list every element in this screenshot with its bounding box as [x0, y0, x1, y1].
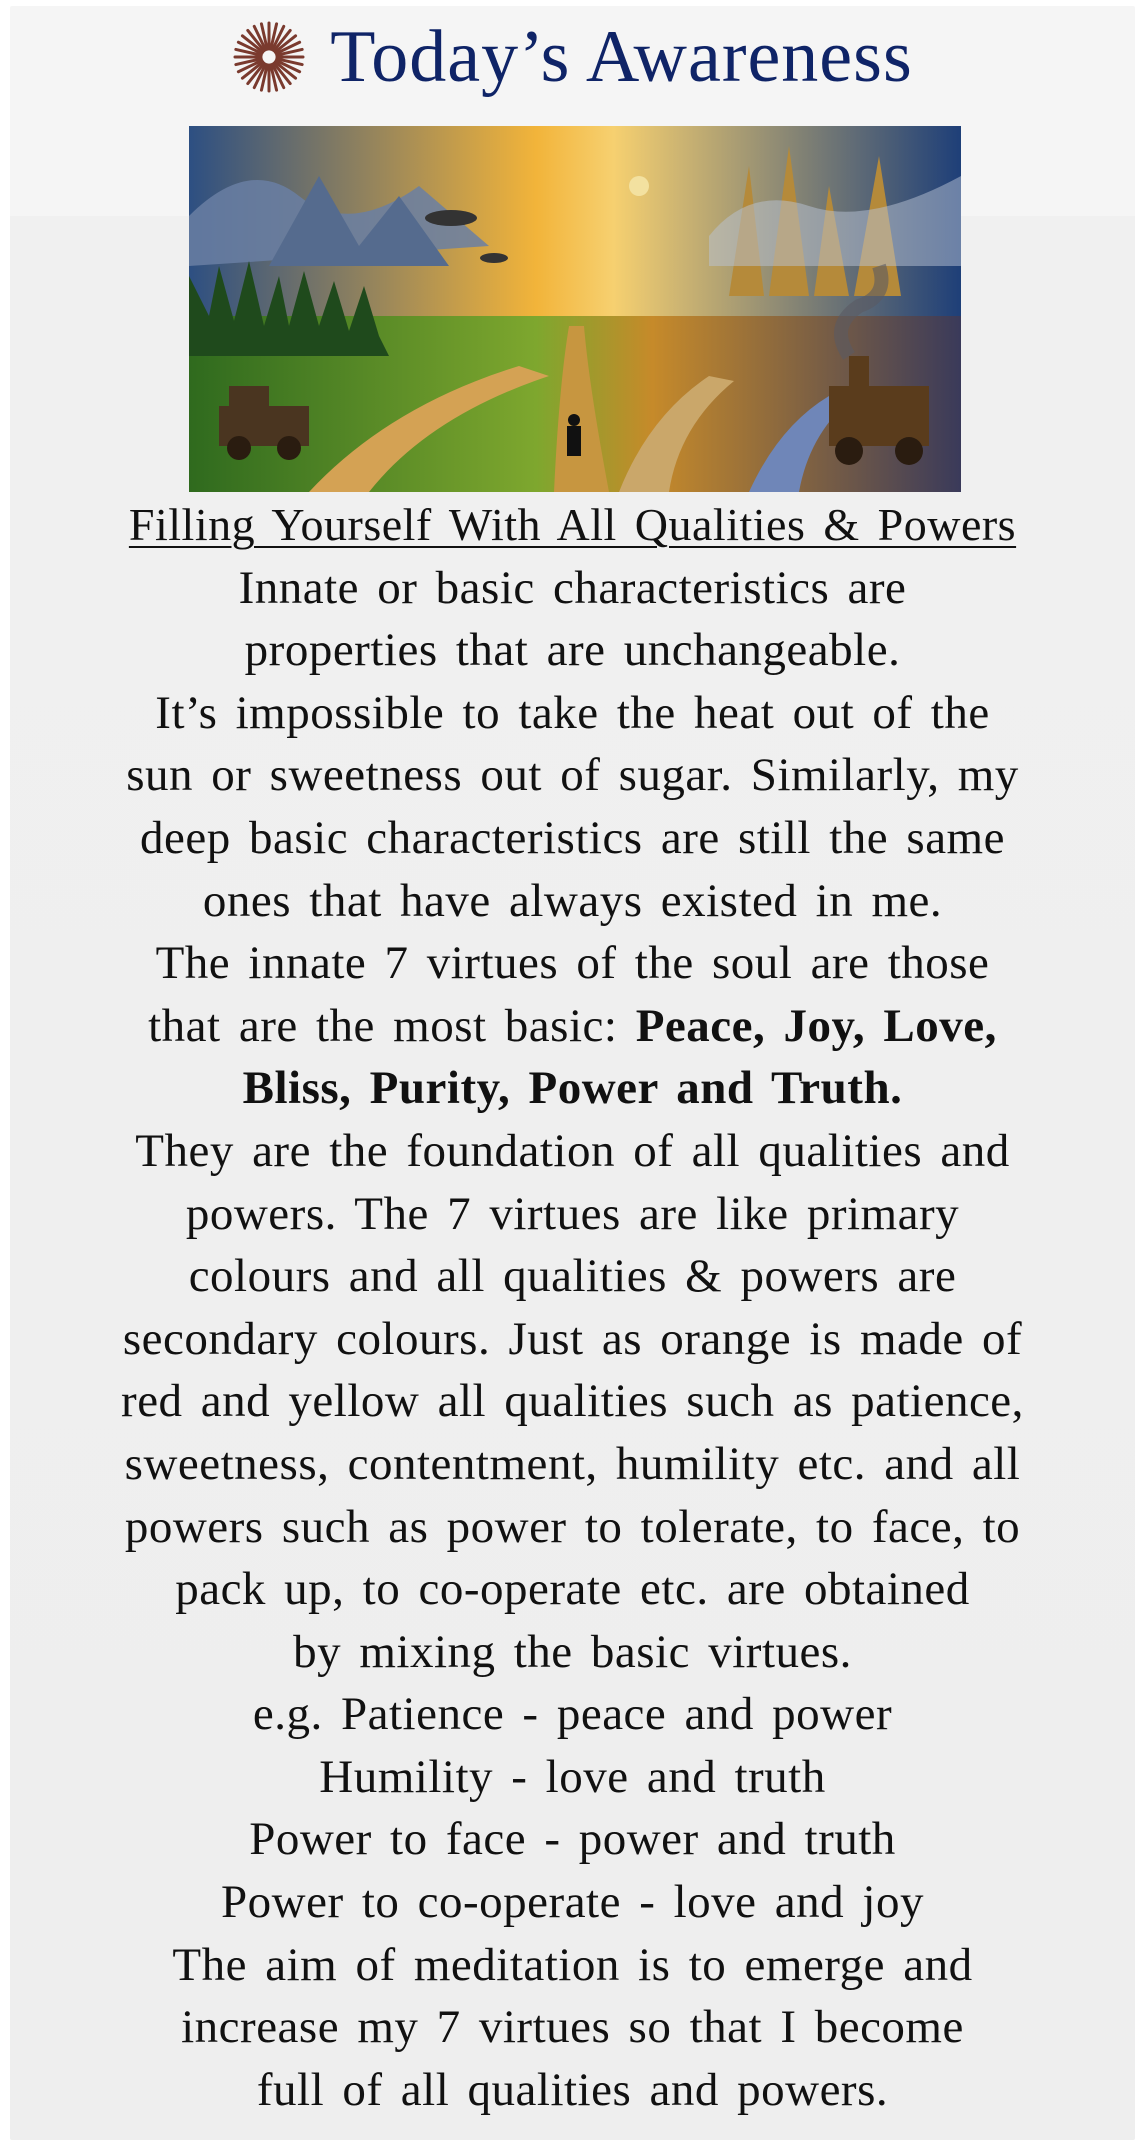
article: [18, 494, 1127, 2121]
illustration: [189, 126, 961, 492]
text-line: ones that have always existed in me.: [202, 874, 943, 927]
text-line: colours and all qualities & powers are: [188, 1250, 957, 1303]
example-line: e.g. Patience - peace and power: [252, 1688, 893, 1741]
text-line: red and yellow all qualities such as patience,: [121, 1375, 1024, 1428]
text-fragment: that are the most basic:: [148, 999, 636, 1052]
text-line: powers. The 7 virtues are like primary: [185, 1187, 960, 1240]
example-line: Power to face - power and truth: [249, 1813, 896, 1866]
text-line: The aim of meditation is to emerge and: [172, 1938, 973, 1991]
virtues-emphasis: Peace, Joy, Love,: [635, 999, 997, 1052]
text-line: full of all qualities and powers.: [256, 2063, 889, 2116]
text-line: sun or sweetness out of sugar. Similarly, my: [126, 749, 1019, 802]
article-subtitle: Filling Yourself With All Qualities & Powers: [128, 499, 1017, 550]
text-line: pack up, to co-operate etc. are obtained: [175, 1563, 970, 1616]
example-line: Humility - love and truth: [319, 1750, 826, 1803]
page-title: Today’s Awareness: [330, 15, 913, 98]
page-header: [0, 14, 1145, 100]
text-line: by mixing the basic virtues.: [293, 1625, 852, 1678]
text-line: properties that are unchangeable.: [244, 624, 901, 677]
text-line: It’s impossible to take the heat out of the: [155, 686, 990, 739]
text-line: increase my 7 virtues so that I become: [181, 2001, 964, 2054]
text-line: [18, 995, 1127, 1058]
text-line: secondary colours. Just as orange is made of: [122, 1312, 1023, 1365]
virtues-emphasis: Bliss, Purity, Power and Truth.: [242, 1062, 903, 1115]
sunburst-icon: [232, 20, 306, 94]
example-line: Power to co-operate - love and joy: [221, 1876, 924, 1929]
text-line: powers such as power to tolerate, to face, to: [124, 1500, 1021, 1553]
text-line: The innate 7 virtues of the soul are those: [155, 937, 990, 990]
text-line: [18, 1057, 1127, 1120]
text-line: sweetness, contentment, humility etc. and all: [124, 1437, 1021, 1490]
text-line: deep basic characteristics are still the same: [140, 811, 1005, 864]
two-paths-nature-vs-industry-painting: [189, 126, 961, 492]
text-line: They are the foundation of all qualities and: [135, 1124, 1010, 1177]
text-line: Innate or basic characteristics are: [238, 561, 907, 614]
